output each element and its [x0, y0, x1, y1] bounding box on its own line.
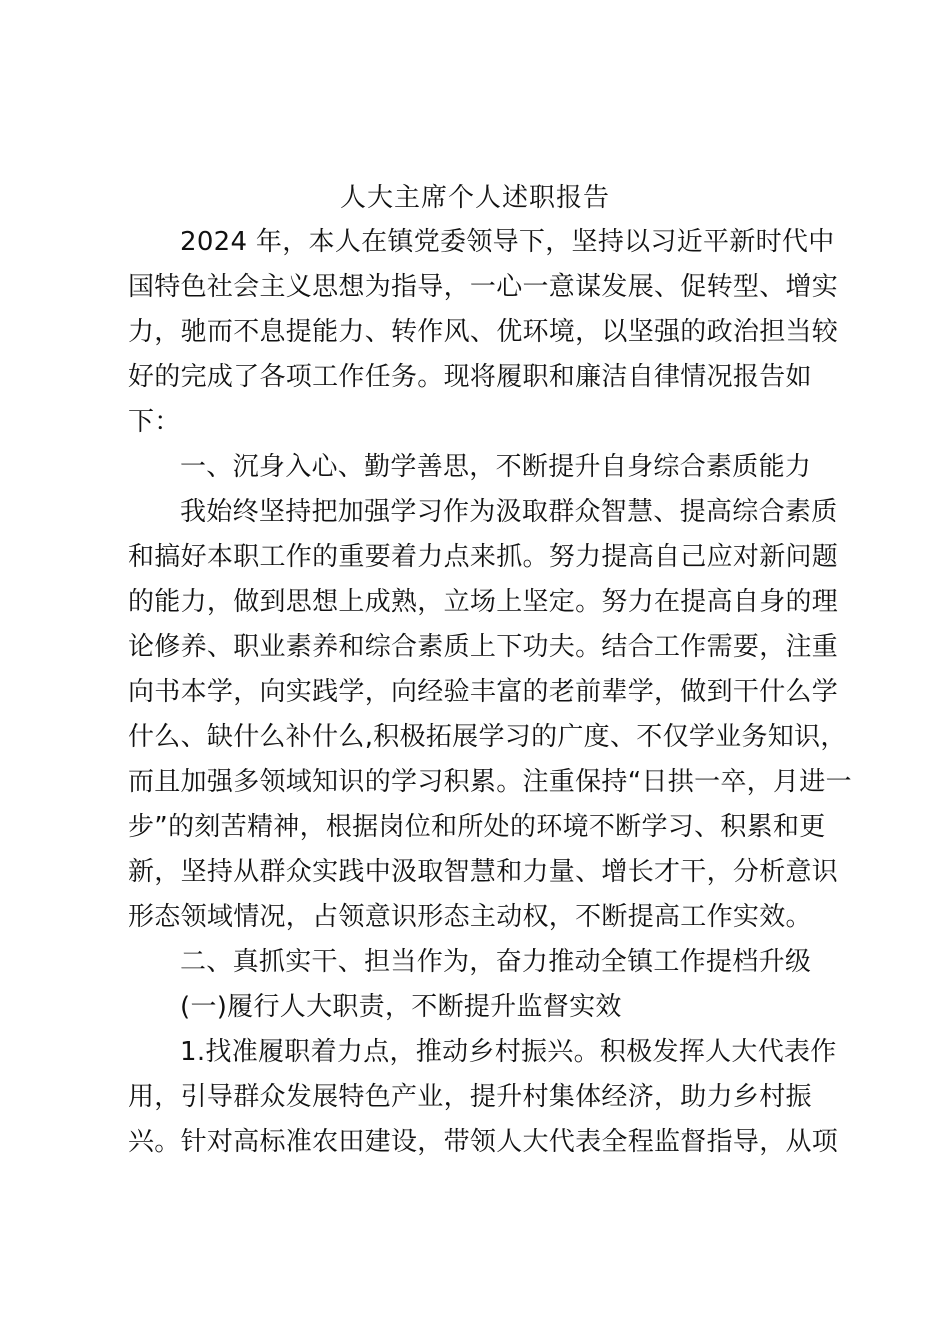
paragraph-line: 新，坚持从群众实践中汲取智慧和力量、增长才干，分析意识: [128, 857, 839, 887]
section-heading: 二、真抓实干、担当作为，奋力推动全镇工作提档升级: [180, 947, 812, 977]
paragraph-line: 我始终坚持把加强学习作为汲取群众智慧、提高综合素质: [180, 497, 838, 527]
paragraph-line: 1.找准履职着力点，推动乡村振兴。积极发挥人大代表作: [180, 1037, 837, 1067]
paragraph-line: 下：: [128, 407, 181, 437]
paragraph-line: 形态领域情况，占领意识形态主动权，不断提高工作实效。: [128, 902, 812, 932]
paragraph-line: 力，驰而不息提能力、转作风、优环境，以坚强的政治担当较: [128, 317, 839, 347]
paragraph-line: 向书本学，向实践学，向经验丰富的老前辈学，做到干什么学: [128, 677, 839, 707]
paragraph-line: 步”的刻苦精神，根据岗位和所处的环境不断学习、积累和更: [128, 812, 826, 842]
paragraph-line: 和搞好本职工作的重要着力点来抓。努力提高自己应对新问题: [128, 542, 839, 572]
paragraph-line: 什么、缺什么补什么,积极拓展学习的广度、不仅学业务知识，: [128, 722, 847, 752]
paragraph-line: 用，引导群众发展特色产业，提升村集体经济，助力乡村振: [128, 1082, 812, 1112]
paragraph-line: 论修养、职业素养和综合素质上下功夫。结合工作需要，注重: [128, 632, 839, 662]
subsection-heading: (一)履行人大职责，不断提升监督实效: [180, 992, 622, 1022]
paragraph-line: 好的完成了各项工作任务。现将履职和廉洁自律情况报告如: [128, 362, 812, 392]
paragraph-line: 国特色社会主义思想为指导，一心一意谋发展、促转型、增实: [128, 272, 839, 302]
paragraph-line: 2024 年，本人在镇党委领导下，坚持以习近平新时代中: [180, 227, 835, 257]
paragraph-line: 兴。针对高标准农田建设，带领人大代表全程监督指导，从项: [128, 1127, 839, 1157]
paragraph-line: 而且加强多领域知识的学习积累。注重保持“日拱一卒，月进一: [128, 767, 852, 797]
document-title: 人大主席个人述职报告: [339, 183, 610, 213]
document-body: [128, 220, 852, 1165]
paragraph-line: 的能力，做到思想上成熟，立场上坚定。努力在提高自身的理: [128, 587, 839, 617]
section-heading: 一、沉身入心、勤学善思，不断提升自身综合素质能力: [180, 452, 812, 482]
